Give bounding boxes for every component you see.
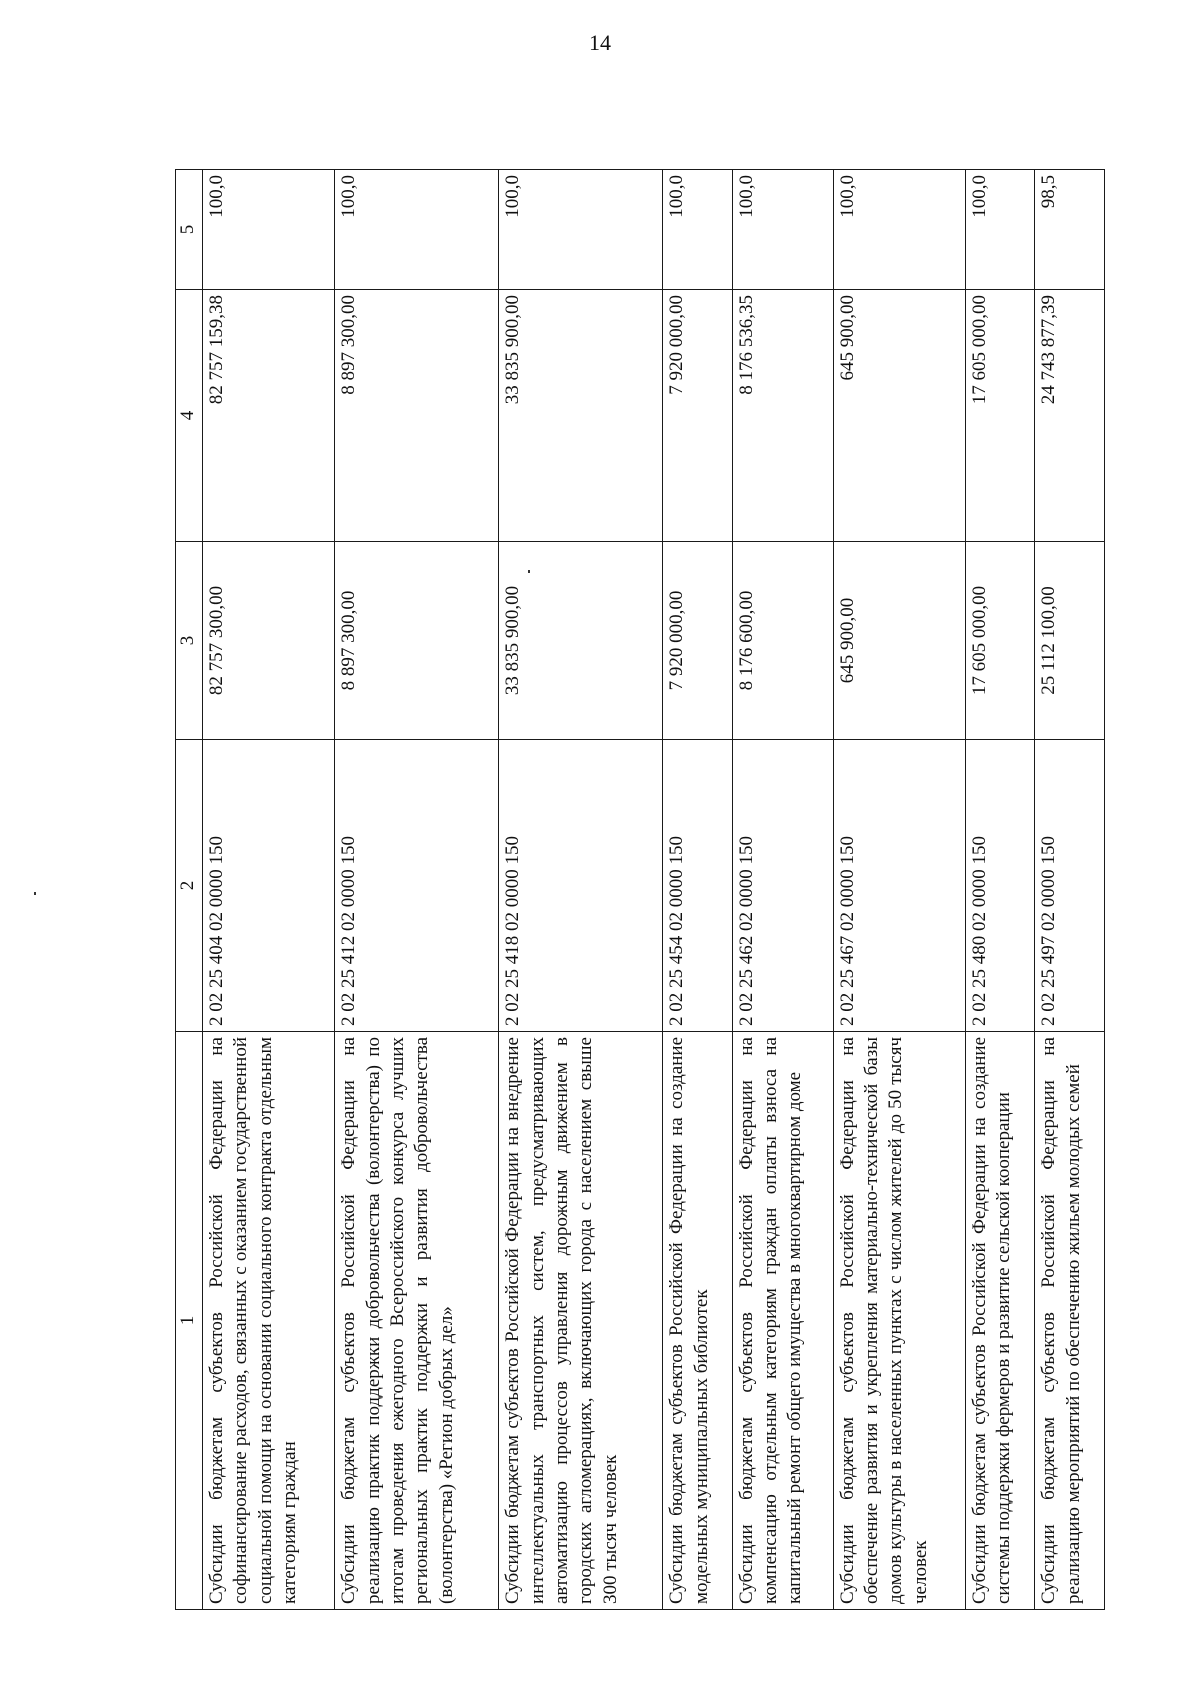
column-header: 2	[176, 740, 203, 1032]
row-percent: 100,0	[966, 170, 1035, 290]
row-planned-amount: 17 605 000,00	[966, 542, 1035, 740]
row-budget-code: 2 02 25 462 02 0000 150	[732, 740, 833, 1032]
row-percent: 100,0	[833, 170, 965, 290]
rotated-table-container	[175, 170, 1105, 1610]
row-budget-code: 2 02 25 497 02 0000 150	[1035, 740, 1105, 1032]
row-percent: 100,0	[732, 170, 833, 290]
table-row	[203, 170, 335, 1610]
row-budget-code: 2 02 25 404 02 0000 150	[203, 740, 335, 1032]
column-header: 4	[176, 290, 203, 542]
row-description: Субсидии бюджетам субъектов Российской Федерации на реализацию практик поддержки добровольчества (волонтерства) по итогам проведения ежегодного Всероссийского конкурса лучших региональных практик поддержки и развития добровольчества (волонтерства) «Регион добрых дел»	[335, 1032, 499, 1610]
stray-mark	[34, 892, 36, 895]
row-budget-code: 2 02 25 418 02 0000 150	[499, 740, 663, 1032]
subsidies-table	[175, 169, 1105, 1610]
row-actual-amount: 24 743 877,39	[1035, 290, 1105, 542]
row-actual-amount: 8 176 536,35	[732, 290, 833, 542]
row-description: Субсидии бюджетам субъектов Российской Федерации на создание системы поддержки фермеров и развитие сельской кооперации	[966, 1032, 1035, 1610]
table-row	[833, 170, 965, 1610]
row-description: Субсидии бюджетам субъектов Российской Федерации на реализацию мероприятий по обеспечению жильем молодых семей	[1035, 1032, 1105, 1610]
row-planned-amount: 82 757 300,00	[203, 542, 335, 740]
row-description: Субсидии бюджетам субъектов Российской Федерации на обеспечение развития и укрепления материально-технической базы домов культуры в населенных пунктах с числом жителей до 50 тысяч человек	[833, 1032, 965, 1610]
row-actual-amount: 7 920 000,00	[663, 290, 732, 542]
row-description: Субсидии бюджетам субъектов Российской Федерации на создание модельных муниципальных библиотек	[663, 1032, 732, 1610]
row-planned-amount: 8 897 300,00	[335, 542, 499, 740]
row-percent: 98,5	[1035, 170, 1105, 290]
row-planned-amount: 33 835 900,00	[499, 542, 663, 740]
row-actual-amount: 8 897 300,00	[335, 290, 499, 542]
row-planned-amount: 645 900,00	[833, 542, 965, 740]
header-row	[176, 170, 203, 1610]
table-row	[732, 170, 833, 1610]
row-budget-code: 2 02 25 467 02 0000 150	[833, 740, 965, 1032]
row-actual-amount: 17 605 000,00	[966, 290, 1035, 542]
row-actual-amount: 33 835 900,00	[499, 290, 663, 542]
row-description: Субсидии бюджетам субъектов Российской Федерации на компенсацию отдельным категориям граждан оплаты взноса на капитальный ремонт общего имущества в многоквартирном доме	[732, 1032, 833, 1610]
row-planned-amount: 25 112 100,00	[1035, 542, 1105, 740]
row-budget-code: 2 02 25 412 02 0000 150	[335, 740, 499, 1032]
row-actual-amount: 82 757 159,38	[203, 290, 335, 542]
table-row	[663, 170, 732, 1610]
row-budget-code: 2 02 25 454 02 0000 150	[663, 740, 732, 1032]
row-actual-amount: 645 900,00	[833, 290, 965, 542]
page-number: 14	[589, 30, 611, 55]
row-planned-amount: 8 176 600,00	[732, 542, 833, 740]
row-percent: 100,0	[203, 170, 335, 290]
row-description: Субсидии бюджетам субъектов Российской Федерации на внедрение интеллектуальных транспортных систем, предусматривающих автоматизацию процессов управления дорожным движением в городских агломерациях, включающих города с населением свыше 300 тысяч человек	[499, 1032, 663, 1610]
column-header: 5	[176, 170, 203, 290]
table-row	[966, 170, 1035, 1610]
row-percent: 100,0	[499, 170, 663, 290]
row-planned-amount: 7 920 000,00	[663, 542, 732, 740]
table-row	[1035, 170, 1105, 1610]
row-budget-code: 2 02 25 480 02 0000 150	[966, 740, 1035, 1032]
row-percent: 100,0	[335, 170, 499, 290]
column-header: 1	[176, 1032, 203, 1610]
row-percent: 100,0	[663, 170, 732, 290]
table-row	[499, 170, 663, 1610]
column-header: 3	[176, 542, 203, 740]
table-row	[335, 170, 499, 1610]
row-description: Субсидии бюджетам субъектов Российской Федерации на софинансирование расходов, связанных с оказанием государственной социальной помощи на основании социального контракта отдельным категориям граждан	[203, 1032, 335, 1610]
